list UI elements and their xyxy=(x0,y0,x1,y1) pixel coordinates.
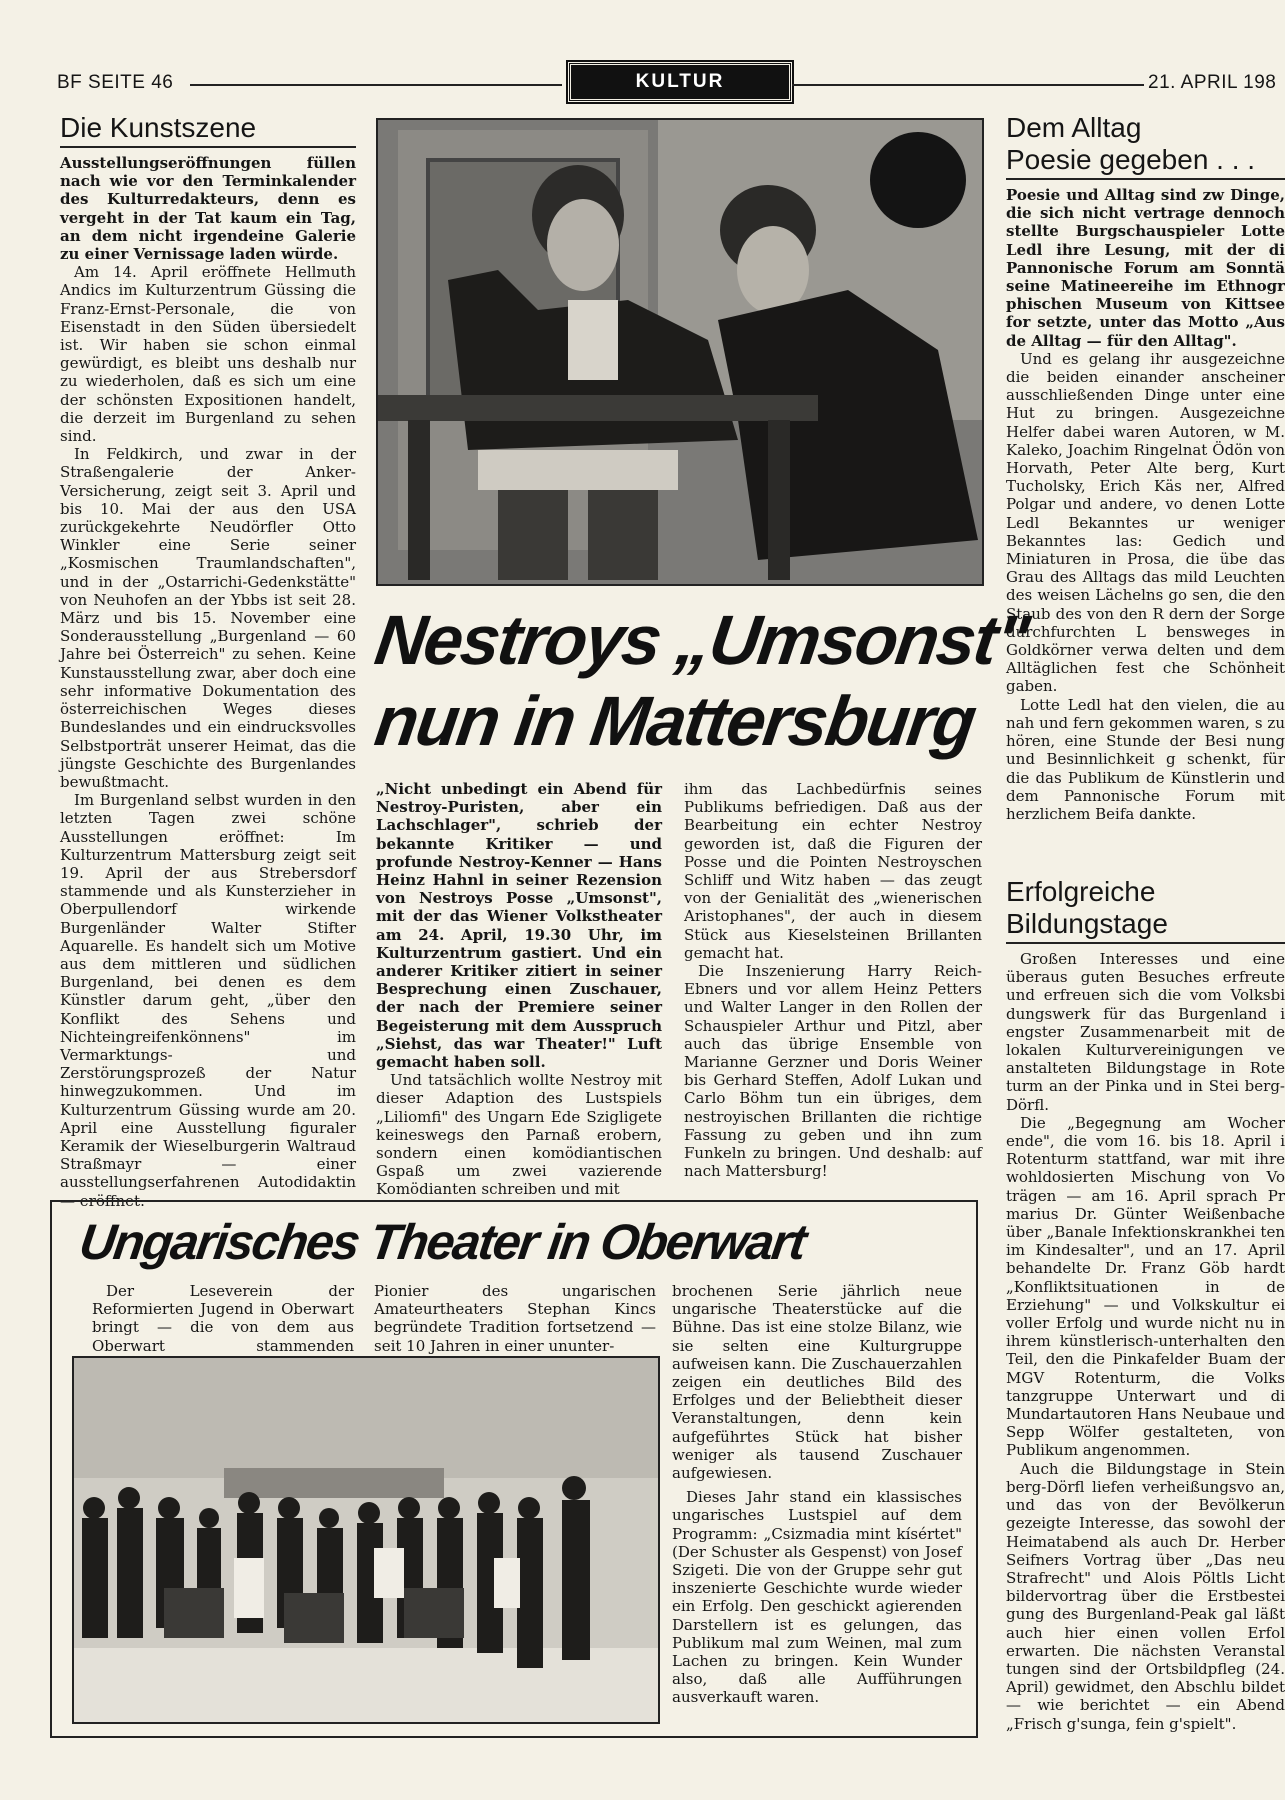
oberwart-paragraph: Dieses Jahr stand ein klassisches ungarisches Lustspiel auf dem Programm: „Csizmadia mint kísértet" (Der Schuster als Gespenst) von Josef Szigeti. Die von der Gruppe sehr gut inszenierte Geschichte wurde wieder ein Erfolg. Den geschickt agierenden Darstellern ist es gelungen, das Publikum mal zum Weinen, mal zum Lachen zu bringen. Kein Wunder also, daß alle Aufführungen ausverkauft waren. xyxy=(672,1488,962,1707)
alltag-title-rule xyxy=(1006,178,1285,180)
issue-date: 21. APRIL 198 xyxy=(1148,72,1277,93)
kunstszene-title: Die Kunstszene xyxy=(60,112,257,143)
header-rule-right xyxy=(792,84,1144,86)
nestroy-col-2 xyxy=(684,780,982,1181)
bildung-paragraph: Die „Begegnung am Wocher ende", die vom 16. bis 18. April i Rotenturm stattfand, war mit ihre wohldosierten Mischung von Vo trägen — am 16. April sprach Pr marius Dr. Günter Weißenbache über „Banale Infektionskrankhei ten im Kindesalter", und an 17. April behandelte Dr. Franz Göb hardt „Konfliktsituationen in de Erziehung" — und Volkskultur ei voller Erfolg und wurde nicht nu in ihrem künstlerisch-unterhalten den Teil, den die Pinkafelder Buam der MGV Rotenturm, die Volks tanzgruppe Unterwart und di Mundartautoren Hans Neubaue und Sepp Wölfer gestalteten, von Publikum angenommen. xyxy=(1006,1113,1285,1460)
nestroy-headline-line2: nun in Mattersburg xyxy=(370,682,980,760)
kunstszene-paragraph: Im Burgenland selbst wurden in den letzten Tagen zwei schöne Ausstellungen eröffnet: Im Kulturzentrum Mattersburg zeigt seit 19. April der aus Strebersdorf stammende und als Kunsterzieher in Oberpullendorf wirkende Burgenländer Walter Stifter Aquarelle. Es handelt sich um Motive aus dem mittleren und südlichen Burgenland, bei denen es dem Künstler darum geht, „über den Konflikt des Sehens und Nichteingreifenkönnens" im Vermarktungs- und Zerstörungsprozeß der Natur hinwegzukommen. Und im Kulturzentrum Güssing wurde am 20. April eine Ausstellung figuraler Keramik der Wieselburgerin Waltraud Straßmayr — einer ausstellungserfahrenen Autodidaktin — eröffnet. xyxy=(60,791,356,1210)
bildung-title-line1: Erfolgreiche xyxy=(1006,876,1156,907)
alltag-title-line1: Dem Alltag xyxy=(1006,112,1142,143)
kunstszene-paragraph: Am 14. April eröffnete Hellmuth Andics im Kulturzentrum Güssing die Franz-Ernst-Personale, die von Eisenstadt in den Süden übersiedelt ist. Wir haben sie schon einmal gewürdigt, es bleibt uns deshalb nur zu wiederholen, daß es sich um eine der schönsten Expositionen handelt, die derzeit im Burgenland zu sehen sind. xyxy=(60,263,356,446)
nestroy-photo xyxy=(376,118,984,586)
alltag-title-line2: Poesie gegeben . . . xyxy=(1006,144,1256,175)
kunstszene-paragraph: In Feldkirch, und zwar in der Straßengalerie der Anker-Versicherung, zeigt seit 3. April und bis 10. Mai der aus den USA zurückgekehrte Neudörfler Otto Winkler eine Serie seiner „Kosmischen Traumlandschaften", und in der „Ostarrichi-Gedenkstätte" von Neuhofen an der Ybbs ist seit 28. März und bis 15. November eine Sonderausstellung „Burgenland — 60 Jahre bei Österreich" zu sehen. Keine Kunstausstellung zwar, aber doch eine sehr informative Dokumentation des österreichischen Weges dieses Bundeslandes und ein eindrucksvolles Selbstporträt unserer Heimat, das die jüngste Geschichte des Burgenlandes bewußtmacht. xyxy=(60,445,356,791)
oberwart-col-3 xyxy=(672,1282,962,1722)
kunstszene-body xyxy=(60,154,356,1210)
nestroy-paragraph: ihm das Lachbedürfnis seines Publikums befriedigen. Daß aus der Bearbeitung ein echter Nestroy geworden ist, daß die Figuren der Posse und die Pointen Nestroyschen Schliff und Witz haben — das zeugt von der Genialität des „wienerischen Aristophanes", der auch in diesem Stück aus Kieselsteinen Brillanten gemacht hat. xyxy=(684,780,982,962)
header-rule-left xyxy=(190,84,562,86)
alltag-paragraph: Lotte Ledl hat den vielen, die au nah und fern gekommen waren, s zu hören, eine Stunde der Besi nung und Besinnlichkeit g schenkt, für die das Publikum de Künstlerin und dem Pannonische Forum mit herzlichem Beifa dankte. xyxy=(1006,695,1285,823)
bildung-title-rule xyxy=(1006,942,1285,944)
nestroy-photo-image xyxy=(378,120,982,584)
bildung-title-line2: Bildungstage xyxy=(1006,908,1168,939)
alltag-paragraph: Und es gelang ihr ausgezeichne die beiden einander anscheiner ausschließenden Dinge unter eine Hut zu bringen. Ausgezeichne Helfer dabei waren Autoren, w M. Kaleko, Joachim Ringelnat Ödön von Horvath, Peter Alte berg, Kurt Tucholsky, Erich Käs ner, Alfred Polgar und andere, vo denen Lotte Ledl Bekanntes ur weniger Bekanntes las: Gedich und Miniaturen in Prosa, die übe das Grau des Alltags das mild Leuchten des weisen Lächelns go sen, die den Staub des von den R dern der Sorge durchfurchten L bensweges in Goldkörner verwa delten und dem Alltäglichen fest che Schönheit gaben. xyxy=(1006,349,1285,696)
nestroy-lead: „Nicht unbedingt ein Abend für Nestroy-Puristen, aber ein Lachschlager", schrieb der bekannte Kritiker — und profunde Nestroy-Kenner — Hans Heinz Hahnl in seiner Rezension von Nestroys Posse „Umsonst", mit der das Wiener Volkstheater am 24. April, 19.30 Uhr, im Kulturzentrum gastiert. Und ein anderer Kritiker zitiert in seiner Besprechung einen Zuschauer, der nach der Premiere seiner Begeisterung mit dem Ausspruch „Siehst, das war Theater!" Luft gemacht haben soll. xyxy=(376,780,662,1072)
oberwart-headline: Ungarisches Theater in Oberwart xyxy=(76,1214,809,1270)
oberwart-paragraph: brochenen Serie jährlich neue ungarische Theaterstücke auf die Bühne. Das ist eine stolze Bilanz, wie sie selten eine Kulturgruppe aufweisen kann. Die Zuschauerzahlen zeigen ein deutliches Bild des Erfolges und der Beliebtheit dieser Veranstaltungen, denn kein aufgeführtes Stück hat bisher weniger als tausend Zuschauer aufgewiesen. xyxy=(672,1282,962,1483)
oberwart-col-2 xyxy=(374,1282,656,1355)
page-number: BF SEITE 46 xyxy=(57,72,174,93)
kunstszene-title-rule xyxy=(60,146,356,148)
bildung-body xyxy=(1006,950,1285,1733)
kunstszene-lead: Ausstellungseröffnungen füllen nach wie vor den Terminkalender des Kulturredakteurs, denn es vergeht in der Tat kaum ein Tag, an dem nicht irgendeine Galerie zu einer Vernissage laden würde. xyxy=(60,154,356,264)
oberwart-paragraph: Pionier des ungarischen Amateurtheaters Stephan Kincs begründete Tradition fortsetzend — seit 10 Jahren in einer ununter- xyxy=(374,1282,656,1355)
nestroy-headline-line1: Nestroys „Umsonst" xyxy=(370,601,1033,679)
alltag-body xyxy=(1006,186,1285,856)
oberwart-photo-image xyxy=(74,1358,658,1722)
bildung-paragraph: Großen Interesses und eine überaus guten Besuches erfreute und erfreuen sich die vom Volksbi dungswerk für das Burgenland i engster Zusammenarbeit mit de lokalen Kulturvereinigungen ve anstalteten Bildungstage in Rote turm an der Pinka und in Stei berg-Dörfl. xyxy=(1006,950,1285,1114)
section-label: KULTUR xyxy=(568,62,792,102)
nestroy-col-1 xyxy=(376,780,662,1199)
bildung-paragraph: Auch die Bildungstage in Stein berg-Dörfl liefen verheißungsvo an, und das von der Bevölkerun gezeigte Interesse, das sowohl der Heimatabend als auch Dr. Herber Seifners Vortrag über „Das neu Strafrecht" und Alois Pöltls Licht bildervortrag über die Erstbestei gung des Burgenland-Peak gal läßt auch hier einen vollen Erfol erwarten. Die nächsten Veranstal tungen sind der Ortsbildpfleg (24. April) gewidmet, den Abschlu bildet — wie berichtet — ein Abend „Frisch g'sunga, fein g'spielt". xyxy=(1006,1459,1285,1733)
oberwart-col-1 xyxy=(92,1282,354,1355)
oberwart-paragraph: Der Leseverein der Reformierten Jugend in Oberwart bringt — die von dem aus Oberwart stammenden xyxy=(92,1282,354,1355)
nestroy-paragraph: Und tatsächlich wollte Nestroy mit dieser Adaption des Lustspiels „Liliomfi" des Ungarn Ede Szigligete keineswegs den Parnaß erobern, sondern einen komödiantischen Gspaß um zwei vazierende Komödianten schreiben und mit xyxy=(376,1071,662,1199)
alltag-lead: Poesie und Alltag sind zw Dinge, die sich nicht vertrage dennoch stellte Burgschauspieler Lotte Ledl ihre Lesung, mit der di Pannonische Forum am Sonntä seine Matineereihe im Ethnogr phischen Museum von Kittsee for setzte, unter das Motto „Aus de Alltag — für den Alltag". xyxy=(1006,186,1285,350)
nestroy-paragraph: Die Inszenierung Harry Reich-Ebners und vor allem Heinz Petters und Walter Langer in den Rollen der Schauspieler Arthur und Pitzl, aber auch das übrige Ensemble von Marianne Gerzner und Doris Weiner bis Gerhard Steffen, Adolf Lukan und Carlo Böhm tun ein übriges, dem nestroyischen Brillanten die richtige Fassung zu geben und ihn zum Funkeln zu bringen. Und deshalb: auf nach Mattersburg! xyxy=(684,962,982,1181)
oberwart-photo xyxy=(72,1356,660,1724)
